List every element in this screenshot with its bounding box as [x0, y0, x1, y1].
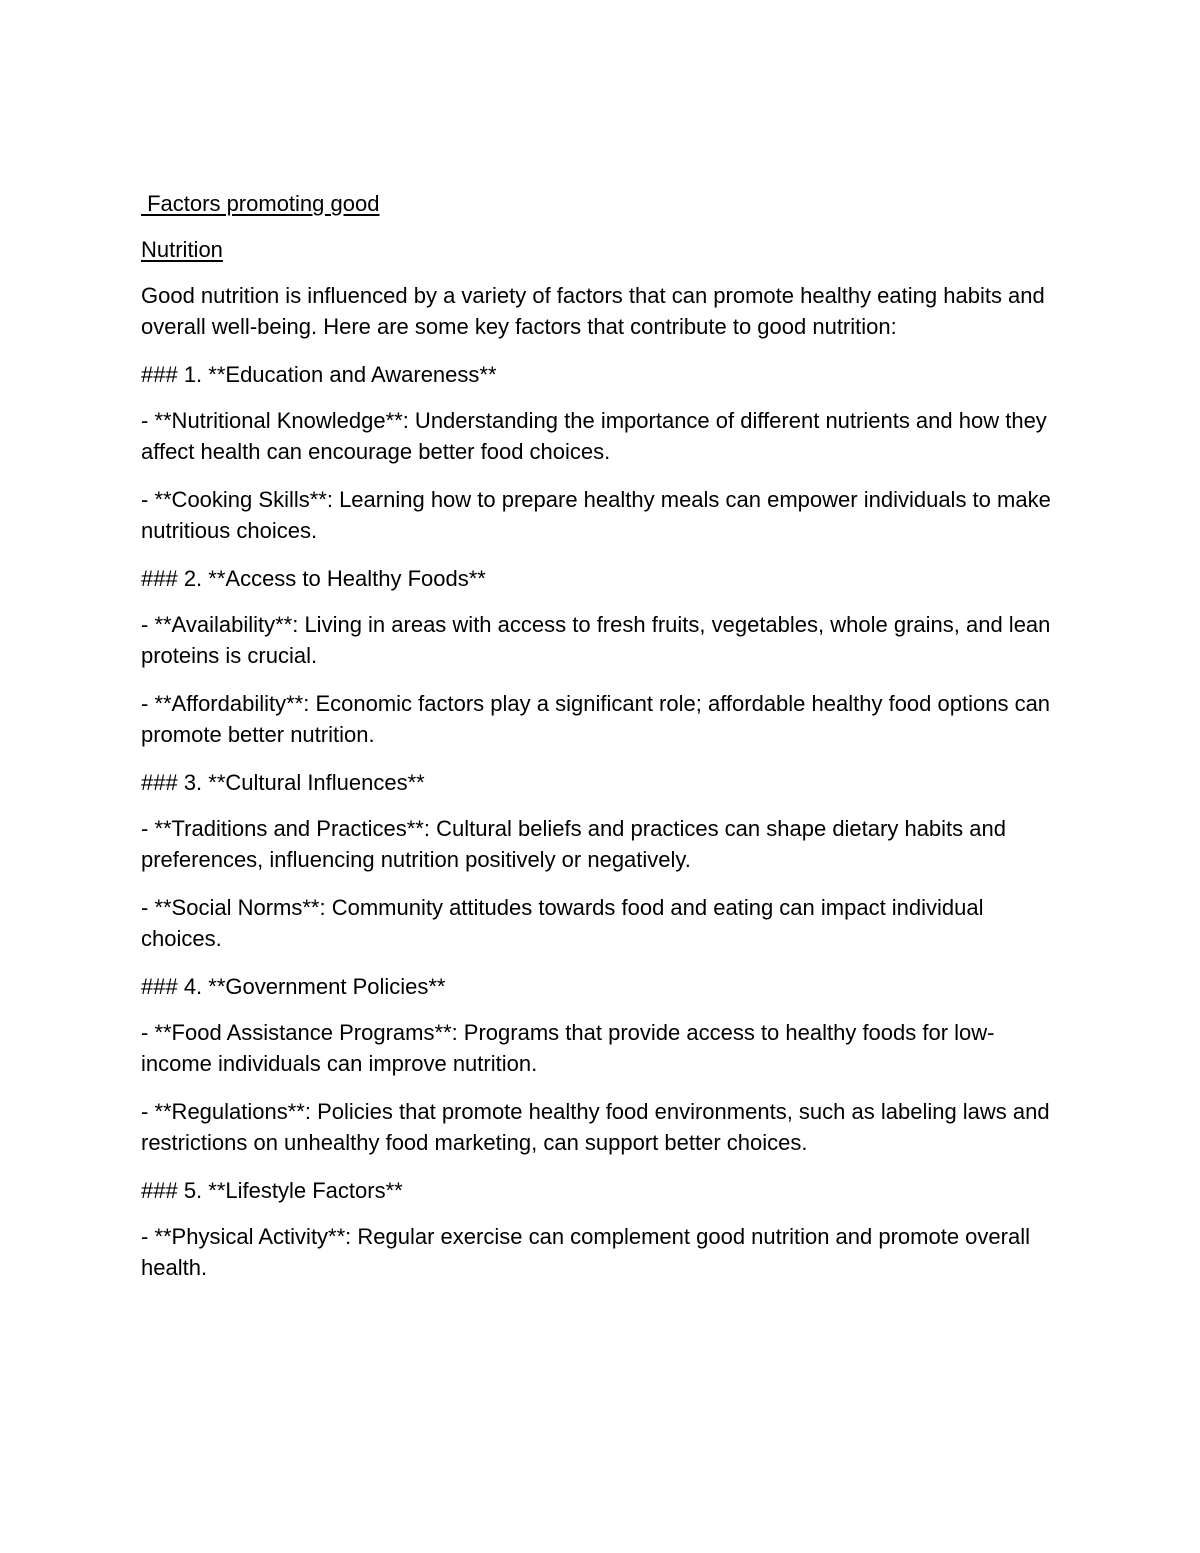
- section-heading-access: ### 2. **Access to Healthy Foods**: [141, 566, 486, 591]
- list-item-physical-activity: - **Physical Activity**: Regular exercise can complement good nutrition and promote overall health.: [141, 1224, 1030, 1280]
- list-item-traditions: - **Traditions and Practices**: Cultural beliefs and practices can shape dietary habits and preferences, influencing nutrition positively or negatively.: [141, 816, 1006, 872]
- section-heading-government: ### 4. **Government Policies**: [141, 974, 446, 999]
- section-heading-cultural: ### 3. **Cultural Influences**: [141, 770, 425, 795]
- document-subtitle: Nutrition: [141, 237, 223, 262]
- list-item-regulations: - **Regulations**: Policies that promote healthy food environments, such as labeling laws and restrictions on unhealthy food marketing, can support better choices.: [141, 1099, 1050, 1155]
- intro-paragraph: Good nutrition is influenced by a variety of factors that can promote healthy eating habits and overall well-being. Here are some key factors that contribute to good nutrition:: [141, 283, 1045, 339]
- list-item-social-norms: - **Social Norms**: Community attitudes towards food and eating can impact individual choices.: [141, 895, 984, 951]
- section-heading-education: ### 1. **Education and Awareness**: [141, 362, 497, 387]
- list-item-affordability: - **Affordability**: Economic factors play a significant role; affordable healthy food options can promote better nutrition.: [141, 691, 1051, 747]
- list-item-availability: - **Availability**: Living in areas with access to fresh fruits, vegetables, whole grains, and lean proteins is crucial.: [141, 612, 1051, 668]
- section-heading-lifestyle: ### 5. **Lifestyle Factors**: [141, 1178, 403, 1203]
- list-item-food-assistance: - **Food Assistance Programs**: Programs that provide access to healthy foods for low-income individuals can improve nutrition.: [141, 1020, 995, 1076]
- document-title: Factors promoting good: [141, 191, 380, 216]
- list-item-cooking-skills: - **Cooking Skills**: Learning how to prepare healthy meals can empower individuals to make nutritious choices.: [141, 487, 1051, 543]
- list-item-nutritional-knowledge: - **Nutritional Knowledge**: Understanding the importance of different nutrients and how they affect health can encourage better food choices.: [141, 408, 1047, 464]
- document-page: [141, 188, 1061, 1300]
